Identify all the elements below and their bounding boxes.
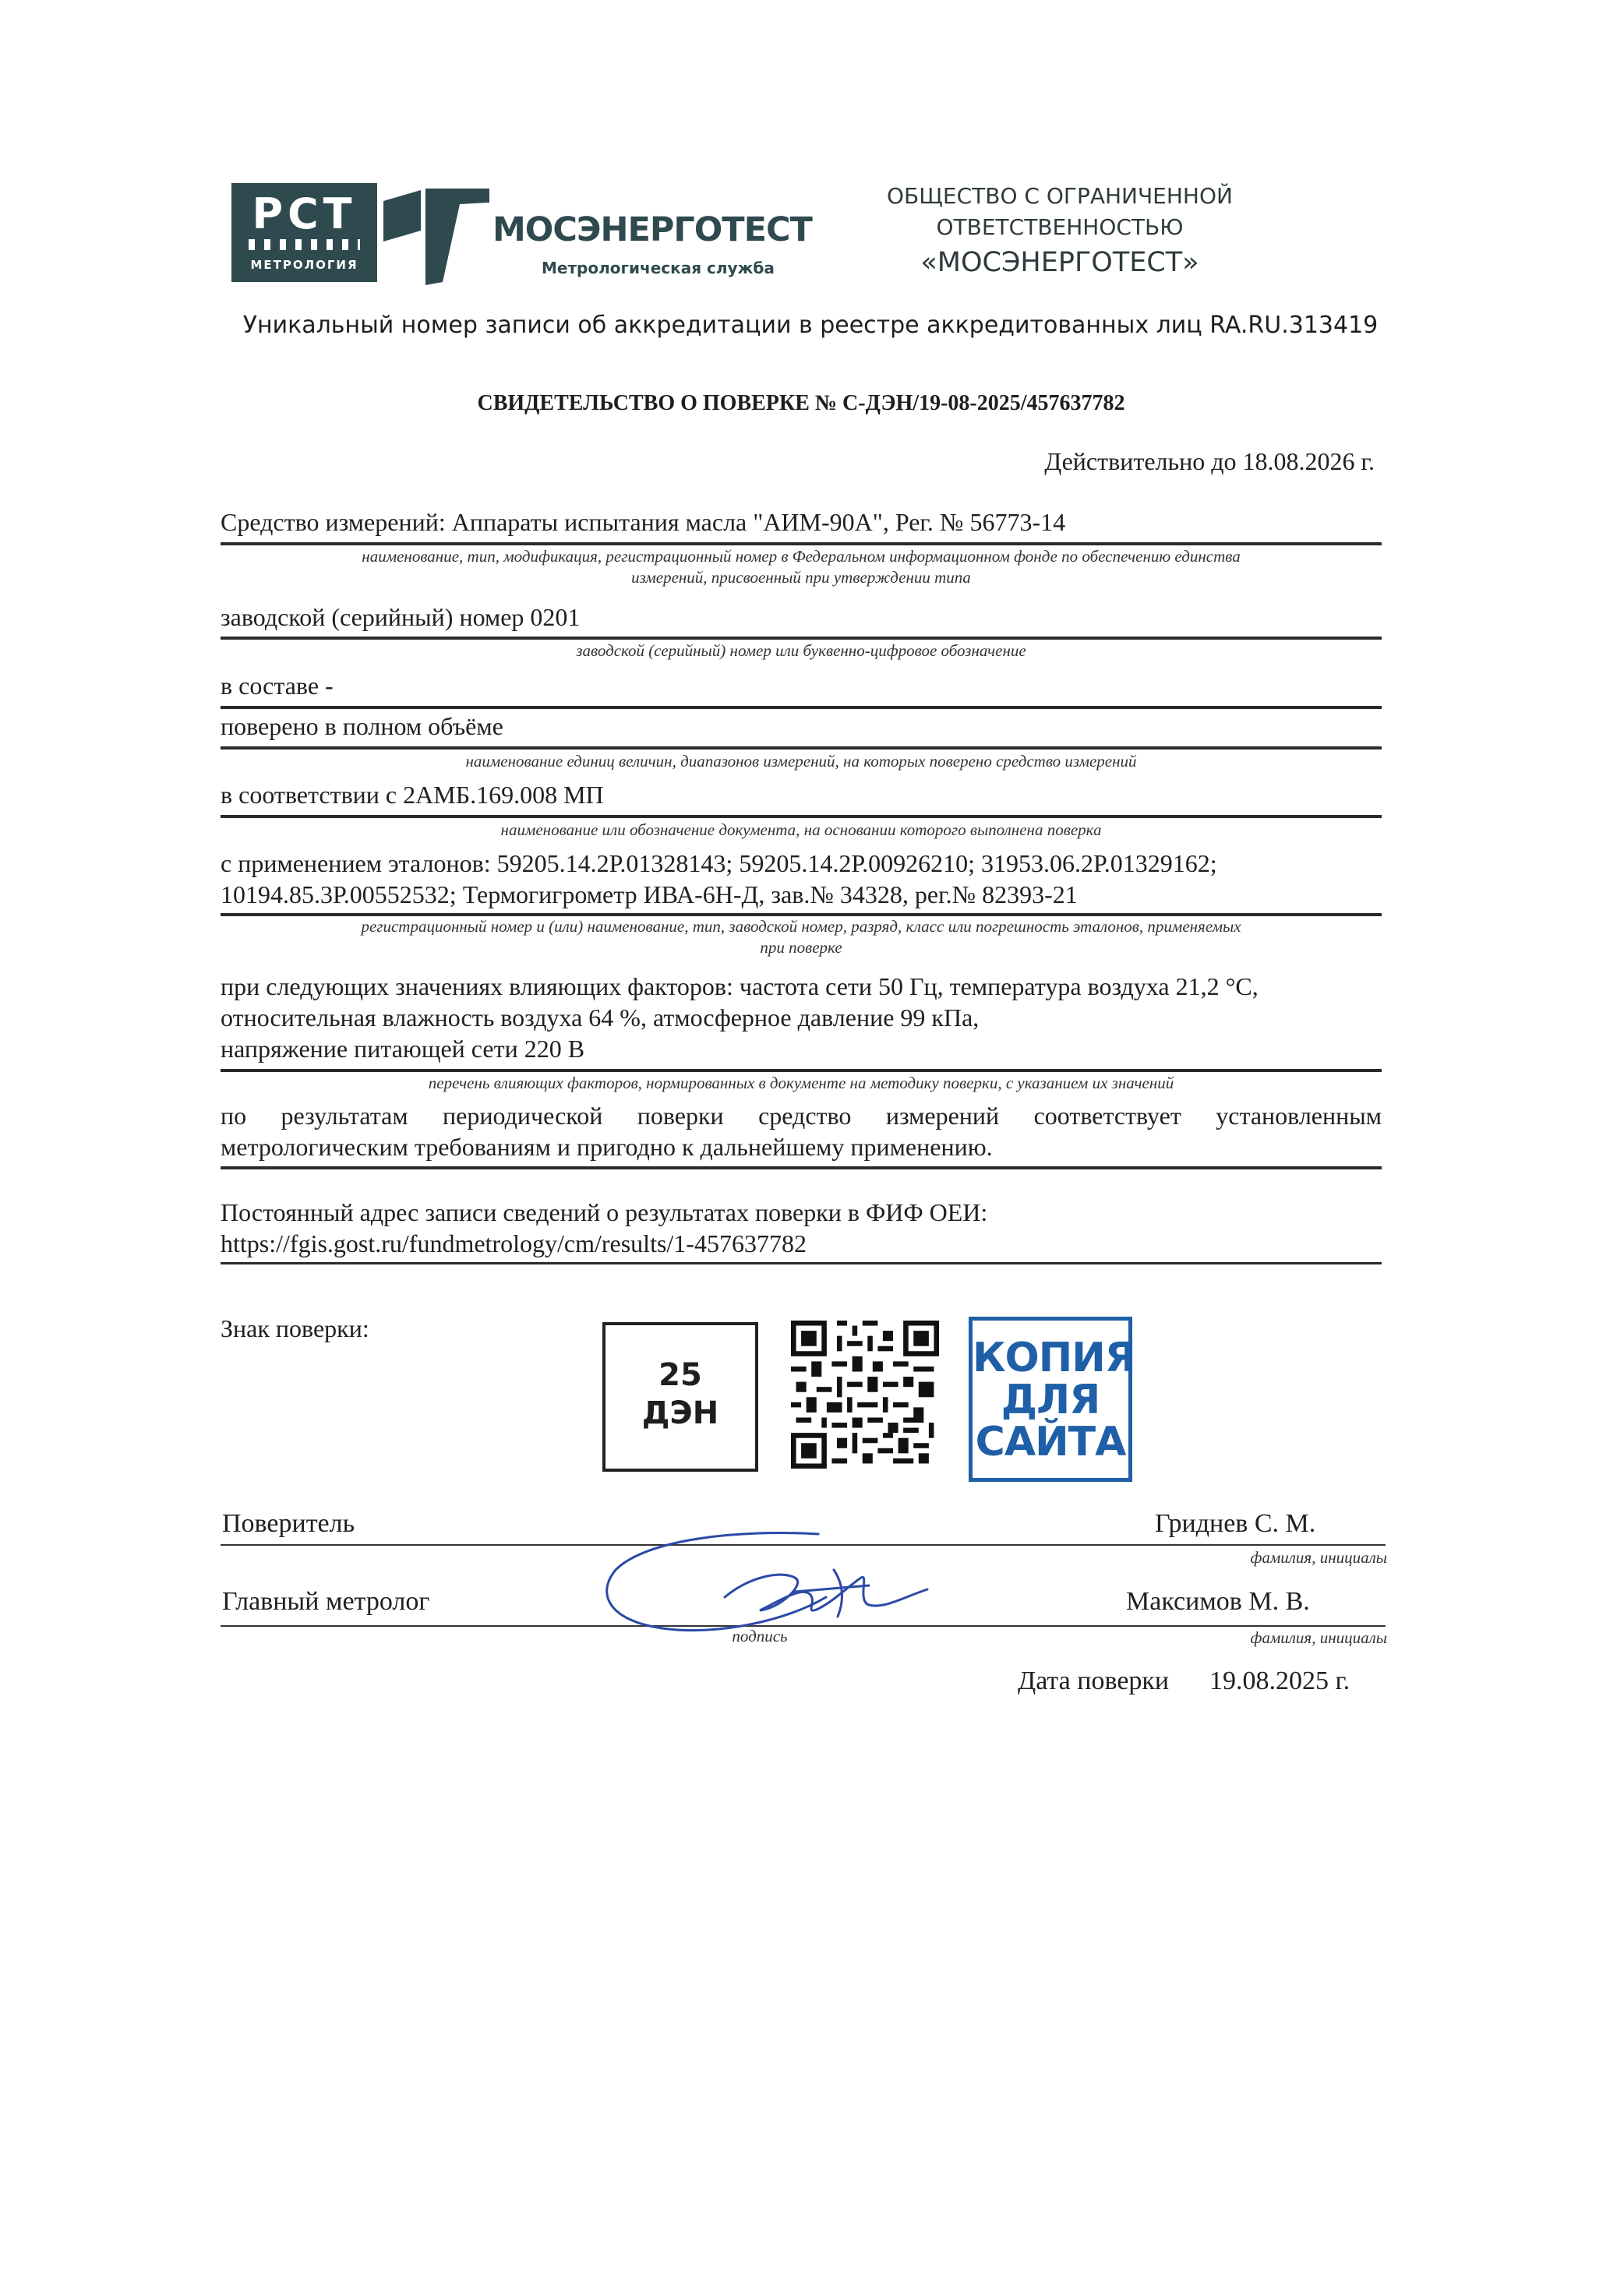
- address-label: Постоянный адрес записи сведений о результатах поверки в ФИФ ОЕИ:: [221, 1198, 988, 1226]
- instrument-caption-line-1: наименование, тип, модификация, регистрационный номер в Федеральном информационном фонде по обеспечению единства: [362, 547, 1241, 566]
- divider: [221, 542, 1382, 545]
- composition-field: в составе -: [221, 672, 334, 700]
- divider: [221, 1166, 1382, 1169]
- result-line-2: метрологическим требованиям и пригодно к дальнейшему применению.: [221, 1133, 993, 1161]
- address-link[interactable]: https://fgis.gost.ru/fundmetrology/cm/results/1-457637782: [221, 1229, 807, 1257]
- standards-caption: [221, 916, 1382, 958]
- factors-line-3: напряжение питающей сети 220 В: [221, 1035, 585, 1063]
- verifier-label: Поверитель: [222, 1509, 355, 1538]
- serial-field: заводской (серийный) номер 0201: [221, 603, 581, 631]
- certificate-title: СВИДЕТЕЛЬСТВО О ПОВЕРКЕ № С-ДЭН/19-08-2025/457637782: [477, 391, 1125, 415]
- divider: [221, 706, 1382, 709]
- divider: [221, 1262, 1382, 1264]
- verifier-name-caption: фамилия, инициалы: [1250, 1548, 1387, 1567]
- divider: [221, 815, 1382, 818]
- valid-until: Действительно до 18.08.2026 г.: [1044, 447, 1375, 475]
- brand-subtitle: Метрологическая служба: [542, 259, 775, 277]
- scope-field: поверено в полном объёме: [221, 712, 503, 740]
- rst-logo-bars: [249, 239, 360, 250]
- qr-code-icon: [791, 1321, 939, 1469]
- instrument-caption: [221, 546, 1382, 588]
- factors-line-2: относительная влажность воздуха 64 %, атмосферное давление 99 кПа,: [221, 1003, 980, 1032]
- divider: [221, 637, 1382, 640]
- verification-mark: [602, 1322, 758, 1472]
- standards-line-1: с применением эталонов: 59205.14.2Р.01328143; 59205.14.2Р.00926210; 31953.06.2Р.01329162;: [221, 849, 1217, 877]
- brand-name: МОСЭНЕРГОТЕСТ: [492, 210, 812, 249]
- instrument-caption-line-2: измерений, присвоенный при утверждении типа: [631, 568, 971, 587]
- verification-mark-label: Знак поверки:: [221, 1314, 369, 1342]
- factors-line-1: при следующих значениях влияющих факторов: частота сети 50 Гц, температура воздуха 21,2 °С,: [221, 972, 1259, 1000]
- org-name: [857, 181, 1262, 282]
- divider: [221, 1069, 1382, 1072]
- factors-caption: перечень влияющих факторов, нормированных в документе на методику поверки, с указанием их значений: [428, 1074, 1174, 1092]
- verification-date-label: Дата поверки: [1018, 1666, 1170, 1695]
- chief-name-caption: фамилия, инициалы: [1250, 1628, 1387, 1647]
- scope-caption: наименование единиц величин, диапазонов измерений, на которых поверено средство измерений: [465, 752, 1137, 771]
- org-line-2: ОТВЕТСТВЕННОСТЬЮ: [936, 214, 1184, 240]
- org-line-3: «МОСЭНЕРГОТЕСТ»: [920, 247, 1199, 278]
- copy-stamp-line-1: КОПИЯ: [973, 1335, 1135, 1381]
- verification-date-value: 19.08.2025 г.: [1209, 1666, 1350, 1695]
- signature-caption: подпись: [732, 1627, 788, 1645]
- serial-caption: заводской (серийный) номер или буквенно-цифровое обозначение: [576, 641, 1026, 660]
- accreditation-number: Уникальный номер записи об аккредитации в реестре аккредитованных лиц RA.RU.313419: [242, 312, 1379, 339]
- chief-metrologist-name: Максимов М. В.: [1126, 1587, 1310, 1616]
- rst-logo-bottom: МЕТРОЛОГИЯ: [250, 258, 358, 272]
- rst-logo-top: РСТ: [252, 189, 357, 238]
- instrument-field: Средство измерений: Аппараты испытания масла "АИМ-90А", Рег. № 56773-14: [221, 508, 1066, 536]
- result-line-1: по результатам периодической поверки средство измерений соответствует установленным: [221, 1102, 1382, 1130]
- rst-logo: [231, 183, 377, 282]
- standards-caption-line-1: регистрационный номер и (или) наименование, тип, заводской номер, разряд, класс или погрешность эталонов, применяемых: [361, 917, 1241, 936]
- divider: [221, 746, 1382, 749]
- copy-stamp-line-3: САЙТА: [975, 1419, 1126, 1465]
- method-caption: наименование или обозначение документа, на основании которого выполнена поверка: [500, 820, 1102, 839]
- handwritten-signature: [600, 1523, 959, 1652]
- method-field: в соответствии с 2АМБ.169.008 МП: [221, 781, 604, 809]
- verification-mark-year: 25: [658, 1357, 702, 1393]
- standards-caption-line-2: при поверке: [760, 938, 842, 957]
- chief-metrologist-label: Главный метролог: [222, 1587, 430, 1616]
- copy-for-site-stamp: [969, 1317, 1135, 1482]
- verification-mark-code: ДЭН: [641, 1395, 719, 1431]
- standards-line-2: 10194.85.3Р.00552532; Термогигрометр ИВА-6Н-Д, зав.№ 34328, рег.№ 82393-21: [221, 880, 1078, 908]
- verifier-name: Гриднев С. М.: [1155, 1509, 1316, 1538]
- copy-stamp-line-2: ДЛЯ: [1001, 1377, 1100, 1423]
- mosenergotest-logo-icon: [382, 187, 491, 288]
- org-line-1: ОБЩЕСТВО С ОГРАНИЧЕННОЙ: [887, 183, 1233, 209]
